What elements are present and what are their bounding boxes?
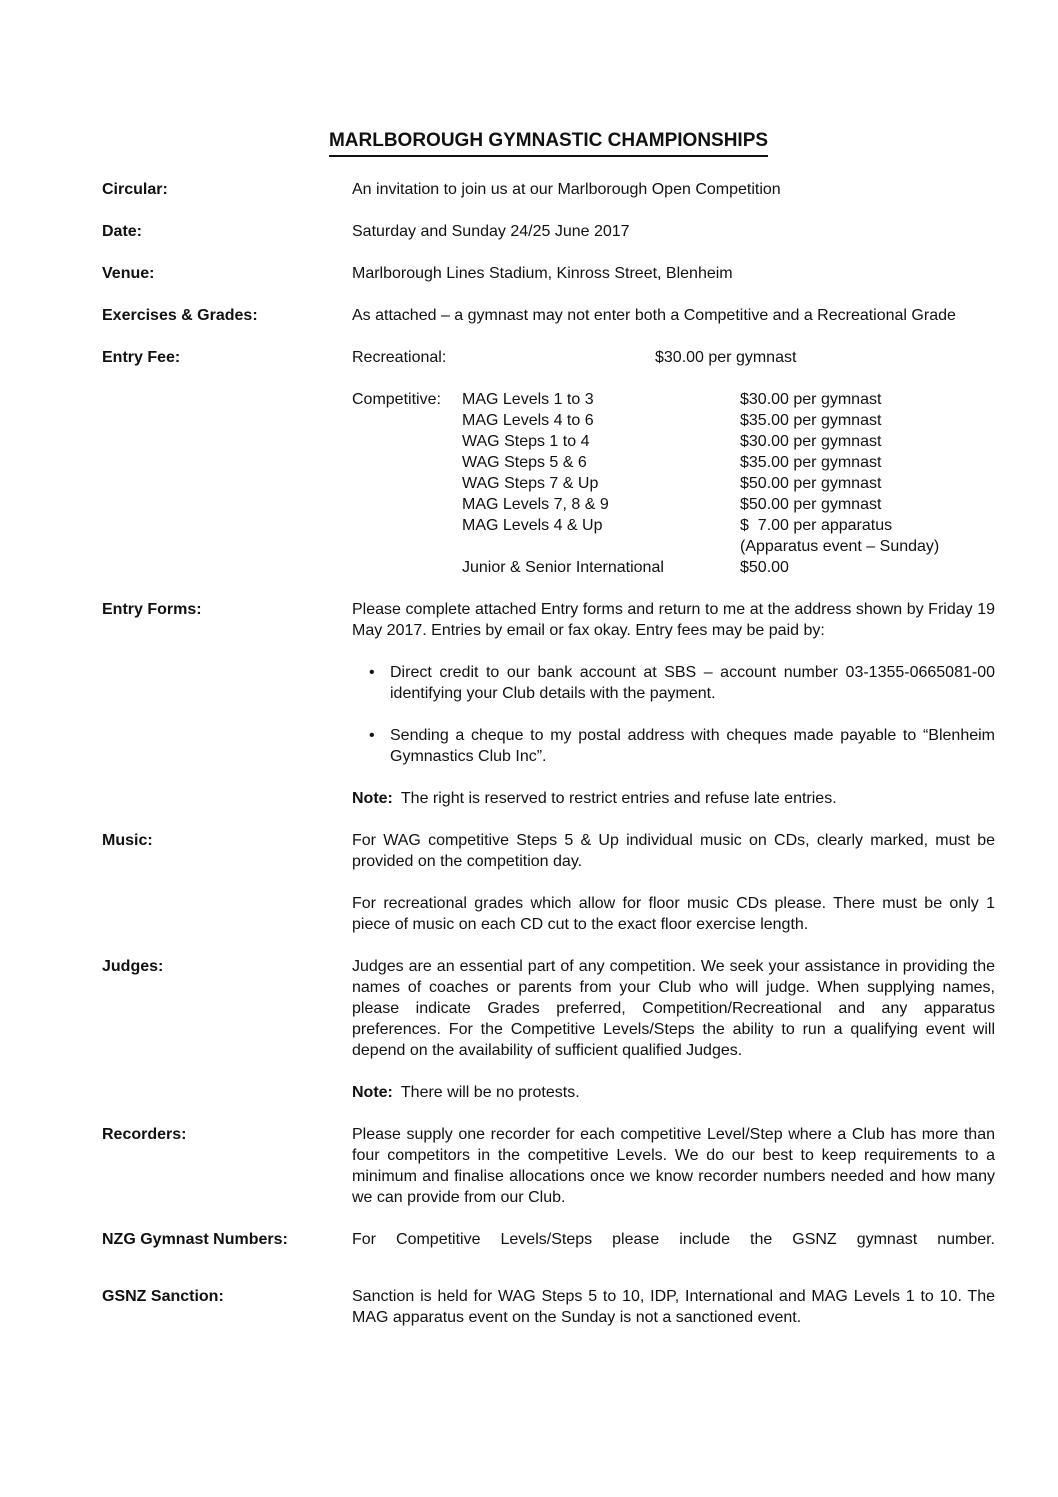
- fee-recreational-row: [352, 347, 995, 368]
- fee-row: [352, 494, 995, 515]
- gsnz-text: Sanction is held for WAG Steps 5 to 10, IDP, International and MAG Levels 1 to 10. The MAG apparatus event on the Sunday is not a sanctioned event.: [352, 1288, 995, 1326]
- circular-text: An invitation to join us at our Marlborough Open Competition: [352, 181, 781, 198]
- note-label: Note:: [352, 1084, 393, 1101]
- circular-content: [352, 179, 995, 200]
- note-text: The right is reserved to restrict entries and refuse late entries.: [400, 790, 837, 807]
- fee-row: [352, 557, 995, 578]
- fee-item-price: $50.00 per gymnast: [740, 496, 882, 513]
- date-label: Date:: [102, 223, 143, 240]
- music-paragraph-2: For recreational grades which allow for floor music CDs please. There must be only 1 piece of music on each CD cut to the exact floor exercise length.: [352, 895, 995, 933]
- nzg-label: NZG Gymnast Numbers:: [102, 1231, 288, 1248]
- fee-item-name: MAG Levels 1 to 3: [462, 391, 594, 408]
- fee-item-price: $ 7.00 per apparatus: [740, 517, 893, 534]
- entry-forms-note: [352, 788, 995, 809]
- gsnz-content: [352, 1286, 995, 1328]
- fee-item-price: $30.00 per gymnast: [740, 391, 882, 408]
- judges-label: Judges:: [102, 958, 164, 975]
- nzg-text: For Competitive Levels/Steps please include the GSNZ gymnast number.: [352, 1231, 995, 1248]
- fee-item-name: WAG Steps 5 & 6: [462, 454, 587, 471]
- gsnz-label: GSNZ Sanction:: [102, 1288, 224, 1305]
- fee-item-name: Junior & Senior International: [462, 559, 664, 576]
- fee-row: [352, 389, 995, 410]
- fee-row: [352, 452, 995, 473]
- fee-recreational-price: $30.00 per gymnast: [655, 349, 797, 366]
- row-judges: [102, 956, 995, 1103]
- fee-item-name: MAG Levels 4 to 6: [462, 412, 594, 429]
- row-music: [102, 830, 995, 935]
- fee-item-name: WAG Steps 1 to 4: [462, 433, 590, 450]
- fee-recreational-label: Recreational:: [352, 349, 447, 366]
- fee-row: [352, 431, 995, 452]
- entry-forms-label: Entry Forms:: [102, 601, 202, 618]
- row-entry-fee: [102, 347, 995, 578]
- row-exercises-grades: [102, 305, 995, 326]
- recorders-label: Recorders:: [102, 1126, 187, 1143]
- document-body: [102, 128, 995, 1328]
- fee-item-name: WAG Steps 7 & Up: [462, 475, 599, 492]
- fee-item-price: (Apparatus event – Sunday): [740, 538, 940, 555]
- bullet-item: [352, 662, 995, 704]
- circular-label: Circular:: [102, 181, 168, 198]
- bullet-text: Sending a cheque to my postal address with cheques made payable to “Blenheim Gymnastics Club Inc”.: [390, 727, 995, 765]
- note-text: There will be no protests.: [400, 1084, 580, 1101]
- row-gsnz-sanction: [102, 1286, 995, 1328]
- exercises-content: [352, 305, 995, 326]
- document-title: [102, 128, 995, 157]
- exercises-text: As attached – a gymnast may not enter both a Competitive and a Recreational Grade: [352, 307, 956, 324]
- music-content: [352, 830, 995, 935]
- fee-item-name: MAG Levels 7, 8 & 9: [462, 496, 609, 513]
- fee-item-price: $35.00 per gymnast: [740, 412, 882, 429]
- fee-item-price: $30.00 per gymnast: [740, 433, 882, 450]
- recorders-text: Please supply one recorder for each competitive Level/Step where a Club has more than four competitors in the competitive Levels. We do our best to keep requirements to a minimum and finalise allocations once we know recorder numbers needed and how many we can provide from our Club.: [352, 1126, 995, 1206]
- bullet-icon: •: [369, 727, 375, 744]
- fee-row: [352, 473, 995, 494]
- exercises-label: Exercises & Grades:: [102, 307, 258, 324]
- music-label: Music:: [102, 832, 153, 849]
- bullet-text: Direct credit to our bank account at SBS – account number 03-1355-0665081-00 identifying your Club details with the payment.: [390, 664, 995, 702]
- venue-label: Venue:: [102, 265, 155, 282]
- row-nzg-gymnast-numbers: [102, 1229, 995, 1250]
- bullet-item: [352, 725, 995, 767]
- fee-item-name: [462, 536, 740, 557]
- bullet-icon: •: [369, 664, 375, 681]
- fee-row: [352, 410, 995, 431]
- note-label: Note:: [352, 790, 393, 807]
- judges-note: [352, 1082, 995, 1103]
- nzg-content: [352, 1229, 995, 1250]
- fee-row: [352, 536, 995, 557]
- venue-text: Marlborough Lines Stadium, Kinross Street, Blenheim: [352, 265, 733, 282]
- fee-competitive-table: [352, 389, 995, 578]
- fee-item-price: $35.00 per gymnast: [740, 454, 882, 471]
- fee-item-price: $50.00 per gymnast: [740, 475, 882, 492]
- row-entry-forms: [102, 599, 995, 809]
- music-paragraph-1: For WAG competitive Steps 5 & Up individual music on CDs, clearly marked, must be provided on the competition day.: [352, 832, 995, 870]
- row-circular: [102, 179, 995, 200]
- fee-item-name: MAG Levels 4 & Up: [462, 517, 603, 534]
- fee-item-price: $50.00: [740, 559, 789, 576]
- fee-row: [352, 515, 995, 536]
- row-venue: [102, 263, 995, 284]
- recorders-content: [352, 1124, 995, 1208]
- entry-fee-label: Entry Fee:: [102, 349, 181, 366]
- fee-competitive-label: Competitive:: [352, 391, 441, 408]
- entry-forms-content: [352, 599, 995, 809]
- document-title-text: MARLBOROUGH GYMNASTIC CHAMPIONSHIPS: [329, 128, 768, 157]
- judges-text: Judges are an essential part of any competition. We seek your assistance in providing the names of coaches or parents from your Club who will judge. When supplying names, please indicate Grades preferred, Competition/Recreational and any apparatus preferences. For the Competitive Levels/Steps the ability to run a qualifying event will depend on the availability of sufficient qualified Judges.: [352, 958, 995, 1059]
- row-date: [102, 221, 995, 242]
- row-recorders: [102, 1124, 995, 1208]
- date-text: Saturday and Sunday 24/25 June 2017: [352, 223, 630, 240]
- venue-content: [352, 263, 995, 284]
- judges-content: [352, 956, 995, 1103]
- date-content: [352, 221, 995, 242]
- entry-fee-content: [352, 347, 995, 578]
- entry-forms-intro: Please complete attached Entry forms and return to me at the address shown by Friday 19 May 2017. Entries by email or fax okay. Entry fees may be paid by:: [352, 601, 995, 639]
